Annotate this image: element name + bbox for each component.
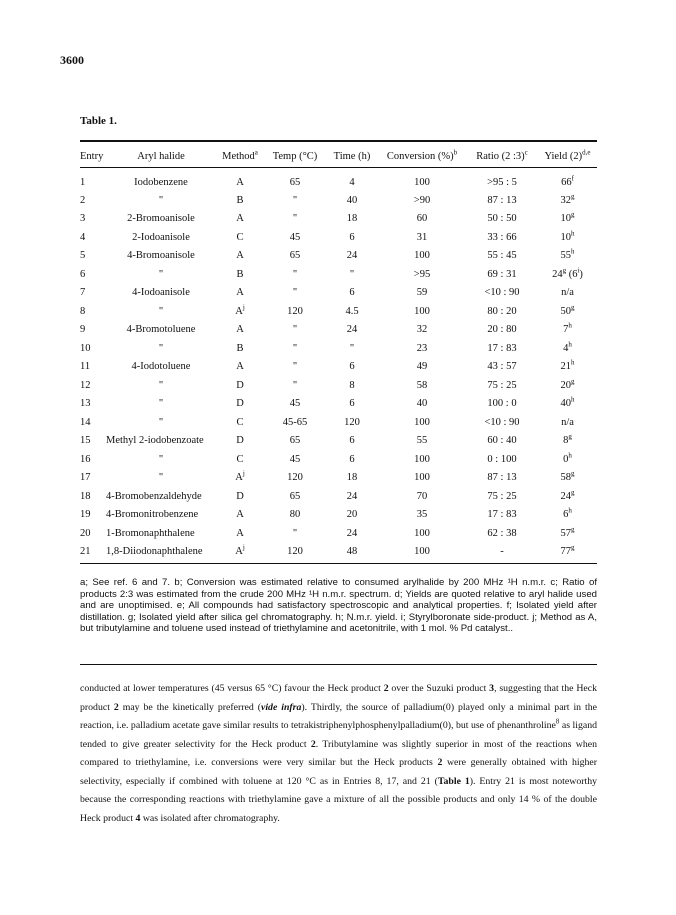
body-text-segment: Table 1 (437, 775, 470, 787)
cell-method: D (236, 435, 244, 447)
cell-method: A (236, 250, 244, 262)
cell-time: 4 (349, 176, 355, 188)
body-text-segment: 2 (437, 757, 443, 768)
cell-ratio: <10 : 90 (484, 416, 520, 428)
cell-method: B (236, 194, 244, 206)
cell-method: $A^j$ (235, 303, 245, 317)
cell-entry: 2 (80, 194, 86, 206)
table-row (80, 376, 597, 395)
cell-conversion: 40 (416, 398, 428, 410)
cell-temp: " (292, 194, 298, 206)
body-text-segment: 2 (310, 738, 316, 750)
body-paragraph (80, 680, 597, 828)
cell-yield: 58$^g$ (560, 469, 575, 484)
cell-yield: 55$^h$ (560, 247, 575, 262)
cell-conversion: 100 (414, 472, 430, 484)
table-row (80, 265, 597, 284)
header-temp: Temp (°C) (272, 150, 318, 162)
cell-method: A (236, 213, 244, 225)
table-row (80, 228, 597, 247)
table-row (80, 487, 597, 506)
cell-temp: 45 (289, 398, 301, 410)
cell-ratio: 75 : 25 (487, 379, 517, 391)
table-row (80, 284, 597, 303)
table-row (80, 543, 597, 562)
cell-temp: 45 (289, 453, 301, 465)
cell-yield: 6$^h$ (563, 506, 572, 521)
cell-entry: 5 (80, 250, 86, 262)
cell-ratio: 17 : 83 (487, 342, 517, 354)
cell-conversion: 23 (416, 342, 428, 354)
cell-method: A (236, 509, 244, 521)
cell-method: D (236, 490, 244, 502)
cell-ratio: - (500, 546, 504, 558)
table-row (80, 450, 597, 469)
cell-conversion: 100 (414, 176, 430, 188)
cell-method: A (236, 287, 244, 299)
cell-temp: 120 (287, 546, 303, 558)
cell-entry: 11 (80, 361, 91, 373)
cell-yield: 24$^g$ (560, 488, 575, 502)
cell-ratio: 60 : 40 (487, 435, 517, 447)
cell-time: 40 (346, 194, 358, 206)
cell-method: C (236, 231, 244, 243)
cell-temp: " (292, 342, 298, 354)
cell-yield: 21$^h$ (560, 358, 575, 373)
cell-aryl-halide: 4-Iodoanisole (132, 287, 190, 299)
cell-aryl-halide: " (158, 194, 164, 206)
cell-method: C (236, 453, 244, 465)
table-header (80, 145, 597, 167)
cell-aryl-halide: " (158, 416, 164, 428)
cell-aryl-halide: " (158, 305, 164, 317)
cell-conversion: 35 (416, 509, 428, 521)
cell-method: A (236, 176, 244, 188)
table-body (80, 167, 597, 561)
cell-ratio: 69 : 31 (487, 268, 517, 280)
body-text-segment: conducted at lower temperatures (45 versus 65 °C) favour the Heck product (80, 683, 384, 694)
table-row (80, 469, 597, 488)
cell-yield: n/a (561, 416, 574, 428)
cell-aryl-halide: " (158, 472, 164, 484)
body-text-segment: may be the kinetically preferred ( (118, 701, 261, 713)
cell-method: B (236, 342, 244, 354)
cell-yield: 24$^g$ (6$^i$) (552, 266, 583, 280)
cell-ratio: 87 : 13 (487, 472, 517, 484)
body-text-segment: 3 (489, 683, 495, 694)
body-text-segment: 4 (135, 812, 141, 824)
table-bottom-rule (80, 563, 597, 564)
cell-aryl-halide: 1-Bromonaphthalene (106, 527, 195, 539)
cell-conversion: 100 (414, 546, 430, 558)
cell-temp: " (292, 379, 298, 391)
cell-conversion: >95 (413, 268, 431, 280)
cell-time: 18 (346, 472, 358, 484)
cell-temp: 80 (289, 509, 301, 521)
cell-aryl-halide: " (158, 379, 164, 391)
cell-entry: 18 (80, 490, 91, 502)
cell-entry: 17 (80, 472, 91, 484)
cell-time: 48 (346, 546, 358, 558)
cell-time: " (349, 342, 355, 354)
cell-yield: 77$^g$ (560, 543, 575, 558)
cell-yield: 10$^h$ (560, 229, 575, 243)
cell-aryl-halide: " (158, 342, 164, 354)
cell-temp: 45-65 (282, 416, 308, 428)
cell-conversion: 70 (416, 490, 428, 502)
cell-entry: 6 (80, 268, 86, 280)
cell-yield: 40$^h$ (560, 395, 575, 410)
cell-entry: 8 (80, 305, 86, 317)
cell-ratio: 75 : 25 (487, 490, 517, 502)
body-text-segment: 2 (113, 701, 119, 713)
table-row (80, 506, 597, 525)
cell-entry: 13 (80, 398, 91, 410)
footnote-bottom-rule (80, 664, 597, 665)
cell-conversion: 32 (416, 324, 428, 336)
table-row (80, 413, 597, 432)
cell-conversion: 100 (414, 250, 430, 262)
cell-yield: 50$^g$ (560, 303, 575, 317)
cell-yield: 32$^g$ (560, 192, 575, 206)
page-number: 3600 (60, 53, 84, 67)
header-yield: Yield $(2)^{d,e}$ (544, 148, 591, 162)
cell-conversion: 100 (414, 453, 430, 465)
header-method: Method$^a$ (222, 148, 258, 162)
cell-time: 6 (349, 435, 355, 447)
cell-entry: 19 (80, 509, 91, 521)
cell-time: 24 (346, 324, 358, 336)
cell-temp: " (292, 324, 298, 336)
cell-yield: 57$^g$ (560, 525, 575, 539)
cell-time: 24 (346, 527, 358, 539)
cell-yield: 7$^h$ (563, 321, 572, 336)
cell-method: A (236, 361, 244, 373)
cell-temp: 120 (287, 472, 303, 484)
cell-time: 24 (346, 250, 358, 262)
cell-temp: " (292, 268, 298, 280)
cell-time: 4.5 (345, 305, 359, 317)
cell-temp: 65 (289, 435, 301, 447)
cell-ratio: 0 : 100 (487, 453, 517, 465)
cell-method: A (236, 527, 244, 539)
cell-aryl-halide: 4-Bromoanisole (127, 250, 195, 262)
body-text-segment: vide infra (260, 701, 302, 713)
cell-aryl-halide: 2-Iodoanisole (132, 231, 190, 243)
cell-yield: 66$^f$ (561, 174, 574, 188)
cell-temp: 45 (289, 231, 301, 243)
body-text-segment: was isolated after chromatography. (140, 812, 280, 824)
body-text-segment: as ligand tended to give greater selectivity for the Heck product (80, 720, 597, 750)
table-row (80, 395, 597, 414)
body-text-segment: ). Entry 21 is most noteworthy because the corresponding reactions with triethylamine gave a mixture of all the possible products and only 14 % of the double Heck product (80, 775, 597, 824)
cell-conversion: 100 (414, 527, 430, 539)
table-row (80, 358, 597, 377)
body-text-segment: over the Suzuki product (388, 683, 490, 694)
cell-yield: 20$^g$ (560, 377, 575, 391)
cell-aryl-halide: " (158, 268, 164, 280)
cell-method: B (236, 268, 244, 280)
table-row (80, 210, 597, 229)
body-text-segment: 2 (383, 683, 389, 694)
cell-yield: 10$^g$ (560, 210, 575, 225)
cell-entry: 15 (80, 435, 91, 447)
cell-aryl-halide: " (158, 453, 164, 465)
cell-entry: 1 (80, 176, 86, 188)
cell-method: A (236, 324, 244, 336)
body-text-segment: 8 (555, 717, 560, 726)
cell-temp: " (292, 361, 298, 373)
cell-ratio: 100 : 0 (487, 398, 517, 410)
cell-aryl-halide: " (158, 398, 164, 410)
cell-aryl-halide: 1,8-Diiodonaphthalene (106, 546, 203, 558)
cell-method: $A^j$ (235, 543, 245, 558)
cell-time: 8 (349, 379, 355, 391)
cell-yield: 0$^h$ (563, 451, 572, 465)
body-text-segment: . Tributylamine was slightly superior in most of the reactions when compared to triethylamine, i.e. conversions were very similar but the Heck products (80, 738, 597, 768)
cell-entry: 21 (80, 546, 91, 558)
body-text-segment: , suggesting that the Heck product (80, 683, 598, 713)
cell-entry: 7 (80, 287, 86, 299)
cell-conversion: 58 (416, 379, 428, 391)
table-row (80, 302, 597, 321)
cell-conversion: 59 (416, 287, 428, 299)
table-row (80, 432, 597, 451)
cell-time: 20 (346, 509, 358, 521)
body-text-segment: were generally obtained with higher selectivity, especially if combined with toluene at 120 °C as in Entries 8, 17, and 21 ( (80, 757, 597, 787)
cell-method: $A^j$ (235, 469, 245, 484)
header-entry: Entry (80, 150, 104, 162)
cell-method: C (236, 416, 244, 428)
cell-conversion: 60 (416, 213, 428, 225)
cell-entry: 4 (80, 231, 86, 243)
cell-conversion: 100 (414, 416, 430, 428)
cell-aryl-halide: 4-Bromobenzaldehyde (106, 490, 202, 502)
cell-time: 6 (349, 361, 355, 373)
cell-temp: 120 (287, 305, 303, 317)
cell-yield: 8$^g$ (563, 432, 572, 447)
cell-time: 18 (346, 213, 358, 225)
cell-entry: 10 (80, 342, 91, 354)
table-top-rule (80, 140, 597, 142)
cell-time: 24 (346, 490, 358, 502)
cell-method: D (236, 379, 244, 391)
cell-aryl-halide: 2-Bromoanisole (127, 213, 195, 225)
cell-ratio: 17 : 83 (487, 509, 517, 521)
header-time: Time (h) (333, 150, 371, 162)
table-footnotes: a; See ref. 6 and 7. b; Conversion was estimated relative to consumed arylhalide by 200 MHz ¹H n.m.r. c; Ratio of products 2:3 was estimated from the crude 200 MHz ¹H n.m.r. spectrum. d; Yields are quoted relative to aryl halide used and are unoptimised. e; All compounds had satisfactory spectroscopic and analytical properties. f; Isolated yield after distillation. g; Isolated yield after silica gel chromatography. h; N.m.r. yield. i; Styrylboronate side-product. j; Method as A, but tributylamine and toluene used instead of triethylamine and acetonitrile, with 1 mol. % Pd catalyst.. (80, 577, 597, 634)
header-aryl-halide: Aryl halide (137, 150, 185, 162)
cell-time: 6 (349, 287, 355, 299)
cell-ratio: 50 : 50 (487, 213, 517, 225)
cell-temp: " (292, 287, 298, 299)
table-title: Table 1. (80, 115, 117, 127)
cell-time: 6 (349, 453, 355, 465)
header-conversion: Conversion (%)$^b$ (386, 148, 458, 162)
body-text-segment: ). Thirdly, the source of palladium(0) played only a minimal part in the reaction, i.e. palladium acetate gave similar results to tetrakistriphenylphosphenylpalladium(0), but use of phenanthroline (80, 701, 597, 731)
cell-ratio: 55 : 45 (487, 250, 517, 262)
cell-aryl-halide: 4-Iodotoluene (131, 361, 191, 373)
cell-ratio: 43 : 57 (487, 361, 517, 373)
cell-ratio: 62 : 38 (487, 527, 517, 539)
cell-yield: 4$^h$ (563, 340, 572, 354)
cell-ratio: 87 : 13 (487, 194, 517, 206)
table-row (80, 339, 597, 358)
table-row (80, 191, 597, 210)
cell-time: 120 (344, 416, 360, 428)
cell-time: 6 (349, 231, 355, 243)
cell-aryl-halide: Iodobenzene (134, 176, 188, 188)
data-table (80, 145, 597, 561)
cell-method: D (236, 398, 244, 410)
cell-conversion: 49 (416, 361, 428, 373)
cell-temp: " (292, 213, 298, 225)
cell-temp: 65 (289, 250, 301, 262)
cell-conversion: 55 (416, 435, 428, 447)
cell-yield: n/a (561, 287, 574, 299)
cell-time: " (349, 268, 355, 280)
cell-entry: 3 (80, 213, 86, 225)
cell-entry: 14 (80, 416, 91, 428)
table-row (80, 524, 597, 543)
cell-entry: 9 (80, 324, 86, 336)
cell-aryl-halide: 4-Bromonitrobenzene (106, 509, 199, 521)
cell-temp: 65 (289, 490, 301, 502)
cell-ratio: <10 : 90 (484, 287, 520, 299)
cell-entry: 20 (80, 527, 91, 539)
cell-conversion: >90 (413, 194, 431, 206)
cell-temp: 65 (289, 176, 301, 188)
cell-conversion: 100 (414, 305, 430, 317)
cell-ratio: 20 : 80 (487, 324, 517, 336)
cell-ratio: 80 : 20 (487, 305, 517, 317)
cell-aryl-halide: Methyl 2-iodobenzoate (106, 435, 204, 447)
header-ratio: Ratio (2 :3)$^c$ (476, 148, 528, 162)
cell-time: 6 (349, 398, 355, 410)
cell-entry: 16 (80, 453, 91, 465)
cell-aryl-halide: 4-Bromotoluene (126, 324, 196, 336)
table-row (80, 247, 597, 266)
cell-ratio: >95 : 5 (487, 176, 517, 188)
cell-ratio: 33 : 66 (487, 231, 517, 243)
table-row (80, 167, 597, 191)
table-row (80, 321, 597, 340)
cell-conversion: 31 (416, 231, 428, 243)
cell-entry: 12 (80, 379, 91, 391)
cell-temp: " (292, 527, 298, 539)
